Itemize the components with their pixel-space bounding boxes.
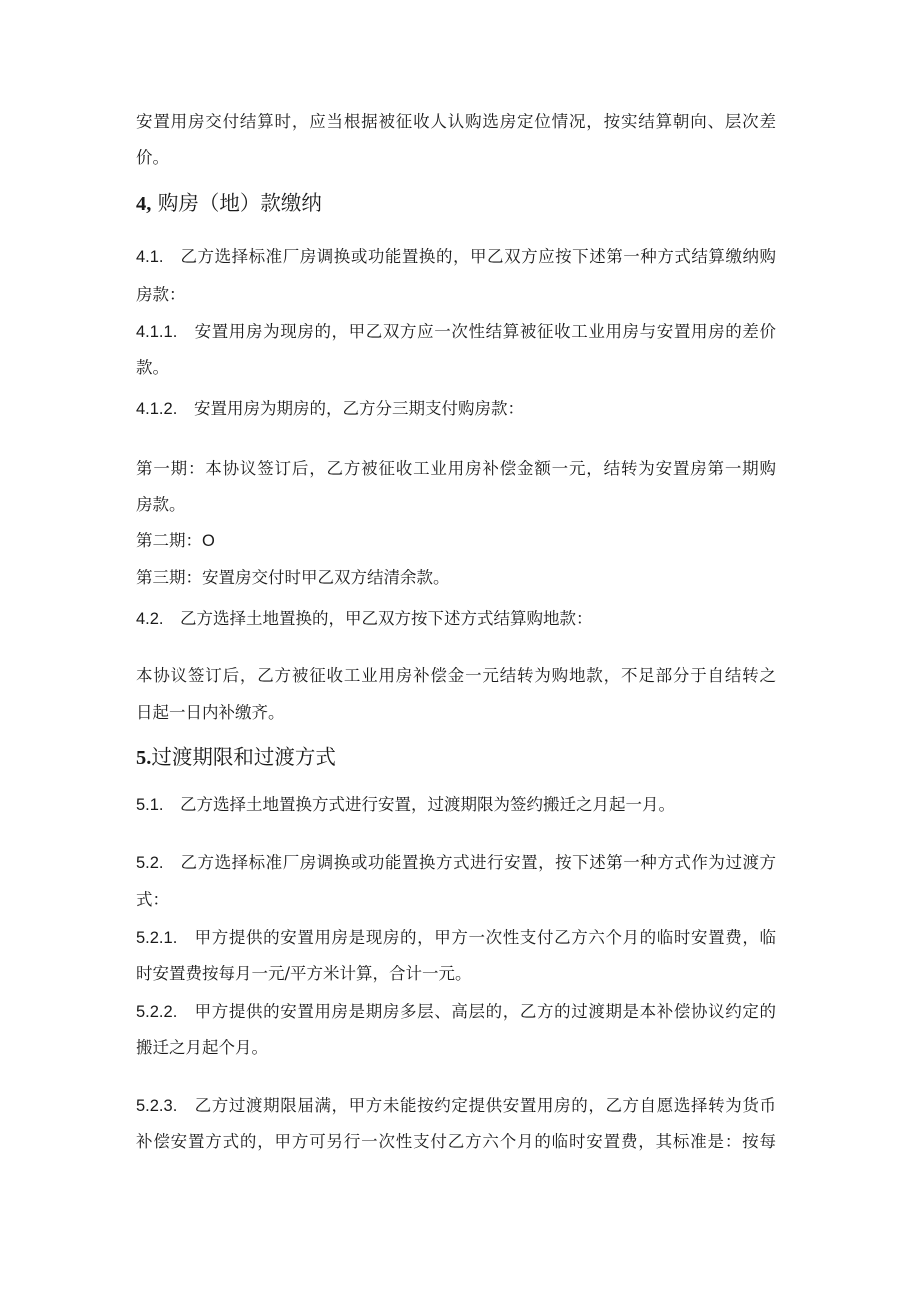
phase-1-line-1: 第一期：本协议签订后，乙方被征收工业用房补偿金额一元，结转为安置房第一期购 — [136, 459, 776, 478]
clause-number: 5.1. — [136, 796, 164, 814]
clause-5-2-3-line-2: 补偿安置方式的，甲方可另行一次性支付乙方六个月的临时安置费，其标准是：按每 — [136, 1132, 776, 1151]
phase-2-value: O — [202, 532, 215, 550]
clause-number: 4.1. — [136, 248, 164, 266]
clause-number: 4.2. — [136, 610, 164, 628]
intro-line-1: 安置用房交付结算时，应当根据被征收人认购选房定位情况，按实结算朝向、层次差 — [136, 112, 776, 131]
clause-5-2-1-line-2: 时安置费按每月一元/平方米计算，合计一元。 — [136, 964, 472, 983]
section-4-heading: 4, 购房（地）款缴纳 — [136, 191, 322, 215]
clause-4-2-body-line-2: 日起一日内补缴齐。 — [136, 703, 285, 722]
clause-number: 5.2. — [136, 854, 164, 872]
section-5-heading: 5.过渡期限和过渡方式 — [136, 745, 336, 769]
clause-4-1-2-line-1: 4.1.2. 安置用房为期房的，乙方分三期支付购房款： — [136, 399, 524, 418]
clause-number: 5.2.3. — [136, 1097, 178, 1115]
clause-5-2-1-line-1: 5.2.1. 甲方提供的安置用房是现房的，甲方一次性支付乙方六个月的临时安置费，临 — [136, 928, 776, 947]
clause-4-1-1-line-2: 款。 — [136, 358, 169, 377]
phase-3-line: 第三期：安置房交付时甲乙双方结清余款。 — [136, 568, 450, 587]
clause-5-2-line-2: 式： — [136, 890, 169, 909]
clause-number: 5.2.2. — [136, 1003, 178, 1021]
clause-number: 4.1.2. — [136, 400, 178, 418]
clause-number: 5.2.1. — [136, 929, 178, 947]
clause-5-2-2-line-1: 5.2.2. 甲方提供的安置用房是期房多层、高层的，乙方的过渡期是本补偿协议约定的 — [136, 1002, 776, 1021]
clause-5-2-3-line-1: 5.2.3. 乙方过渡期限届满，甲方未能按约定提供安置用房的，乙方自愿选择转为货币 — [136, 1096, 776, 1115]
clause-4-1-line-2: 房款： — [136, 285, 186, 304]
clause-5-1-line-1: 5.1. 乙方选择土地置换方式进行安置，过渡期限为签约搬迁之月起一月。 — [136, 795, 675, 814]
clause-5-2-line-1: 5.2. 乙方选择标准厂房调换或功能置换方式进行安置，按下述第一种方式作为过渡方 — [136, 853, 776, 872]
phase-2-line: 第二期：O — [136, 531, 215, 550]
phase-1-line-2: 房款。 — [136, 495, 186, 514]
clause-4-1-line-1: 4.1. 乙方选择标准厂房调换或功能置换的，甲乙双方应按下述第一种方式结算缴纳购 — [136, 247, 776, 266]
clause-4-2-line-1: 4.2. 乙方选择土地置换的，甲乙双方按下述方式结算购地款： — [136, 609, 593, 628]
intro-line-2: 价。 — [136, 148, 169, 167]
clause-5-2-2-line-2: 搬迁之月起个月。 — [136, 1038, 268, 1057]
clause-4-2-body-line-1: 本协议签订后，乙方被征收工业用房补偿金一元结转为购地款，不足部分于自结转之 — [136, 666, 776, 685]
clause-number: 4.1.1. — [136, 323, 178, 341]
clause-4-1-1-line-1: 4.1.1. 安置用房为现房的，甲乙双方应一次性结算被征收工业用房与安置用房的差价 — [136, 322, 776, 341]
